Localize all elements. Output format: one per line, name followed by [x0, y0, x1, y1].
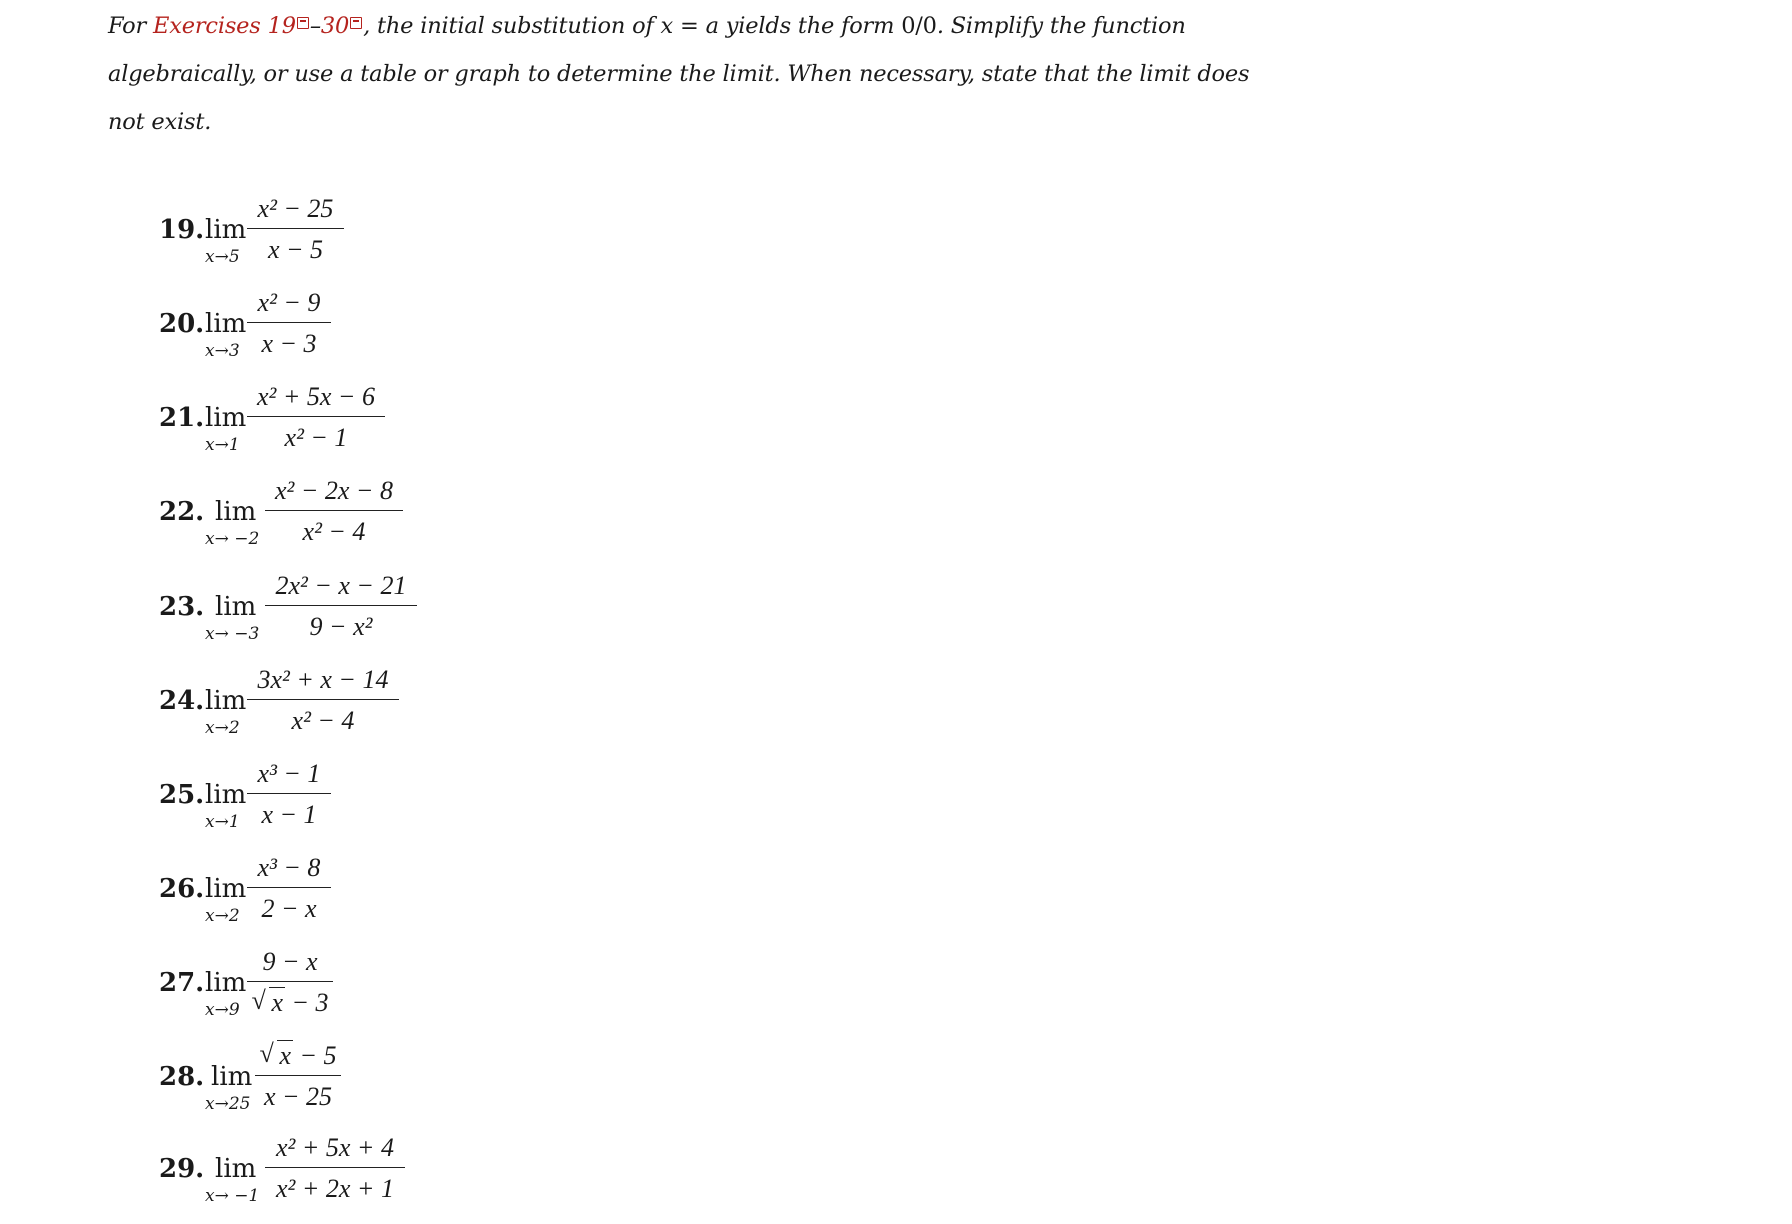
lim-operator: lim [205, 403, 247, 433]
exercise-number: 26. [159, 874, 205, 904]
exercise-24 [159, 664, 759, 738]
exercise-number: 25. [159, 780, 205, 810]
instructions-text-a: , the initial substitution of [363, 13, 661, 39]
lim-operator: lim [205, 968, 247, 998]
limit-approach: x→25 [205, 1094, 251, 1114]
external-link-icon [350, 17, 362, 29]
denominator: x² − 4 [302, 517, 366, 546]
exercise-number: 19. [159, 215, 205, 245]
limit-approach: x→ −3 [205, 624, 260, 644]
external-link-icon [297, 17, 309, 29]
fraction [265, 475, 403, 548]
fraction [247, 193, 344, 266]
limit-approach: x→ −2 [205, 529, 260, 549]
numerator: x² − 2x − 8 [275, 476, 393, 505]
denominator: x − 3 [261, 329, 317, 358]
exercise-22 [159, 475, 759, 549]
lim-operator: lim [205, 780, 247, 810]
lim-operator: lim [205, 309, 247, 339]
fraction [265, 1132, 405, 1205]
exercise-number: 27. [159, 968, 205, 998]
denominator-rest: − 3 [285, 988, 329, 1017]
numerator: x² + 5x − 6 [257, 382, 375, 411]
instructions-paragraph [108, 2, 1288, 146]
exercise-25 [159, 758, 759, 832]
denominator: x² + 2x + 1 [276, 1174, 394, 1203]
lim-operator: lim [205, 215, 247, 245]
limit-approach: x→2 [205, 906, 240, 926]
limit-approach: x→1 [205, 435, 240, 455]
fraction [247, 287, 331, 360]
denominator: x² − 4 [291, 706, 355, 735]
exercise-number: 23. [159, 592, 205, 622]
limit-approach: x→ −1 [205, 1186, 260, 1206]
exercise-21 [159, 381, 759, 455]
numerator: x³ − 1 [257, 759, 321, 788]
exercise-number: 21. [159, 403, 205, 433]
denominator: x² − 1 [284, 423, 348, 452]
lim-operator: lim [215, 592, 257, 622]
exercise-28 [159, 1040, 759, 1114]
denominator: x − 25 [263, 1082, 333, 1111]
fraction [247, 758, 331, 831]
numerator: x² + 5x + 4 [276, 1133, 394, 1162]
exercise-23 [159, 570, 759, 644]
lim-operator: lim [211, 1062, 253, 1092]
fraction [255, 1040, 341, 1113]
denominator: x − 1 [261, 800, 317, 829]
radicand: x [279, 1041, 291, 1070]
fraction [247, 946, 333, 1019]
square-root [259, 1040, 293, 1072]
exercise-number: 20. [159, 309, 205, 339]
lim-operator: lim [205, 686, 247, 716]
fraction [265, 570, 417, 643]
numerator-rest: − 5 [293, 1041, 337, 1070]
exercise-number: 22. [159, 497, 205, 527]
fraction [247, 852, 331, 925]
limit-approach: x→2 [205, 718, 240, 738]
instructions-prefix: For [108, 13, 154, 39]
numerator: x³ − 8 [257, 853, 321, 882]
instructions-text-b: yields the form [718, 13, 902, 39]
denominator: x − 5 [267, 235, 324, 264]
denominator: 9 − x² [309, 612, 373, 641]
indeterminate-form: 0/0 [901, 13, 937, 39]
substitution-math: x = a [660, 13, 719, 39]
range-dash: – [309, 13, 321, 39]
limit-approach: x→9 [205, 1000, 240, 1020]
numerator: x² − 9 [257, 288, 321, 317]
exercise-20 [159, 287, 759, 361]
numerator: 2x² − x − 21 [275, 571, 407, 600]
numerator: 3x² + x − 14 [257, 665, 389, 694]
square-root [251, 987, 285, 1019]
lim-operator: lim [215, 1154, 257, 1184]
exercise-number: 24. [159, 686, 205, 716]
instructions-text-c: . Simplify the function algebraically, or use a table or graph to determine the limit. When necessary, state that the limit does not exist. [108, 13, 1250, 135]
denominator: 2 − x [261, 894, 317, 923]
exercises-19-link[interactable]: Exercises 19 [153, 13, 310, 39]
fraction [247, 664, 399, 737]
lim-operator: lim [205, 874, 247, 904]
fraction [247, 381, 385, 454]
limit-approach: x→5 [205, 247, 240, 267]
exercise-29 [159, 1132, 759, 1206]
exercises-30-link[interactable]: 30 [321, 13, 363, 39]
radicand: x [271, 988, 283, 1017]
numerator: x² − 25 [257, 194, 334, 223]
exercise-19 [159, 193, 759, 267]
lim-operator: lim [215, 497, 257, 527]
numerator: 9 − x [262, 947, 318, 976]
exercise-26 [159, 852, 759, 926]
limit-approach: x→3 [205, 341, 240, 361]
exercise-number: 28. [159, 1062, 205, 1092]
exercise-27 [159, 946, 759, 1020]
limit-approach: x→1 [205, 812, 240, 832]
exercise-number: 29. [159, 1154, 205, 1184]
